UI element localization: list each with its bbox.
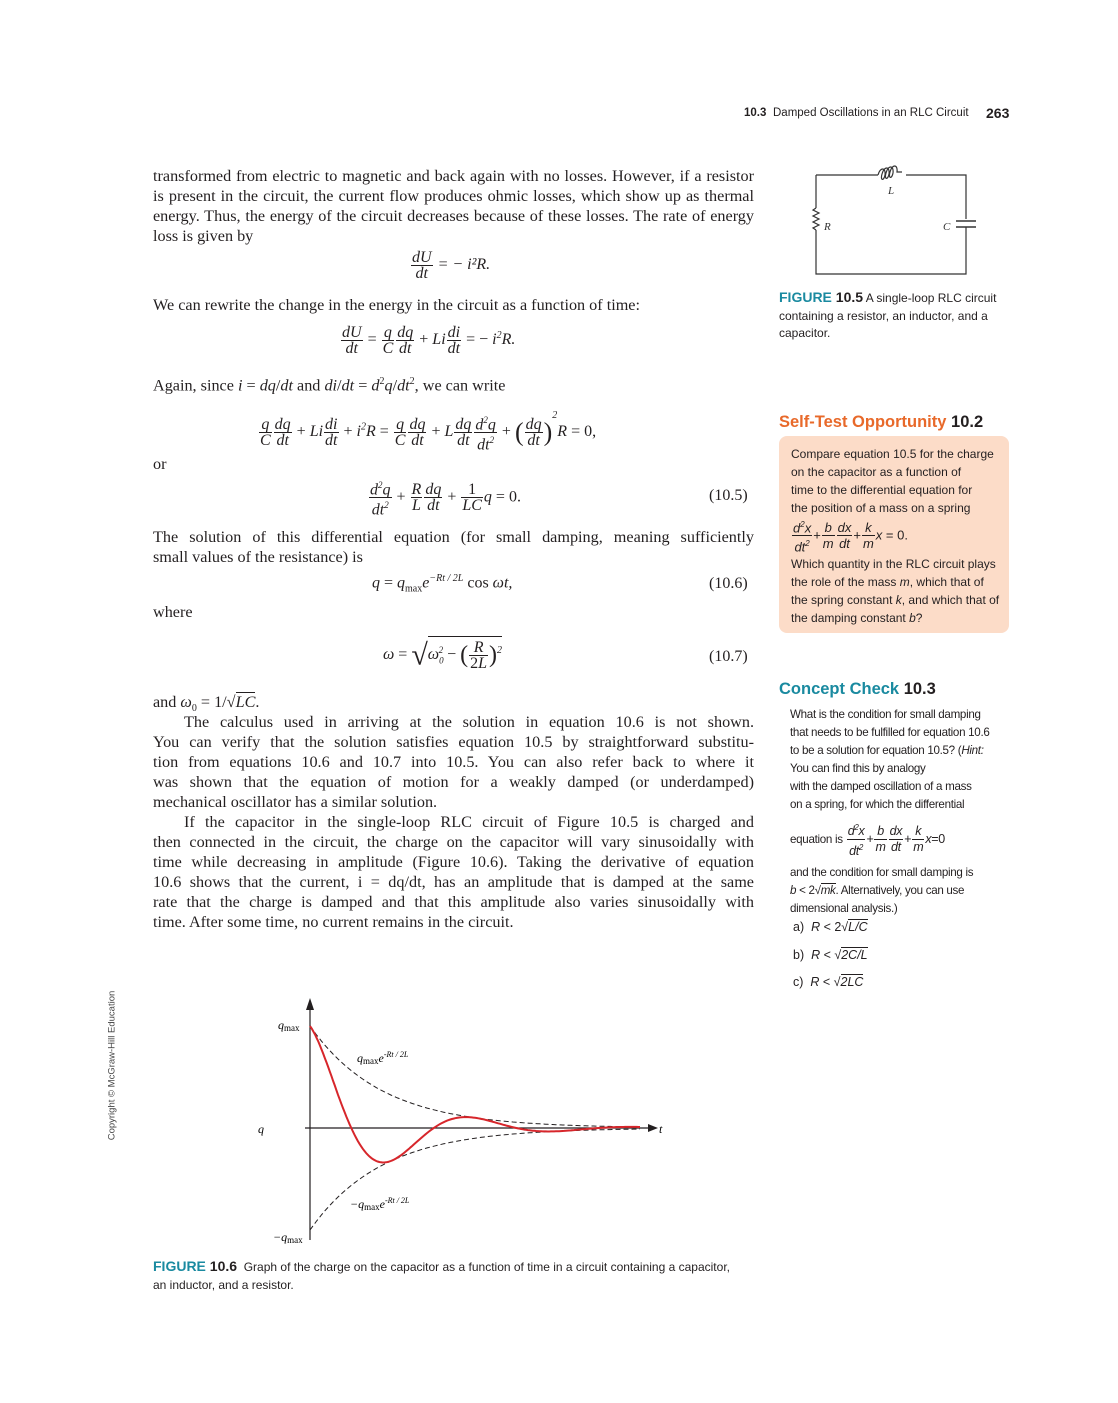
section-title: Damped Oscillations in an RLC Circuit <box>773 107 969 119</box>
text-line: The calculus used in arriving at the solution in equation 10.6 is not shown. <box>184 713 754 731</box>
text-line: with the damped oscillation of a mass <box>790 780 972 793</box>
text-line: loss is given by <box>153 227 254 245</box>
text-line: 10.6 shows that the current, i = dq/dt, has an amplitude that is damped at the same <box>153 873 754 891</box>
text-line: tion from equations 10.6 and 10.7 into 10.5. You can also refer back to where it <box>153 753 754 771</box>
text-line: transformed from electric to magnetic and back again with no losses. However, if a resistor <box>153 167 754 185</box>
caption-text: Graph of the charge on the capacitor as a function of time in a circuit containing a capacitor, <box>243 1260 730 1274</box>
equation-number-10-6: (10.6) <box>709 575 748 592</box>
resistor-label: R <box>824 221 831 233</box>
text-line: then connected in the circuit, the charge on the capacitor will vary sinusoidally with <box>153 833 754 851</box>
equation-rhs: = − i²R. <box>437 256 491 274</box>
section-number: 10.3 <box>744 107 767 119</box>
text-line: energy. Thus, the energy of the circuit decreases because of these losses. The rate of energy <box>153 207 754 225</box>
text-line: time while decreasing in amplitude (Figure 10.6). Taking the derivative of equation <box>153 853 754 871</box>
paragraph-2: We can rewrite the change in the energy in the circuit as a function of time: <box>153 296 640 314</box>
figure-10-6-caption <box>153 1258 773 1294</box>
resistor-icon <box>813 208 819 230</box>
text-line: dimensional analysis.) <box>790 902 898 915</box>
inductor-icon <box>878 166 902 179</box>
text-line: What is the condition for small damping <box>790 708 981 721</box>
page-number: 263 <box>986 105 1010 121</box>
text-line: was shown that the equation of motion for a weakly damped (or underdamped) <box>153 773 754 791</box>
damped-oscillation-chart <box>240 990 690 1250</box>
y-tick-neg-qmax: −qmax <box>273 1230 303 1245</box>
equation-energy-loss <box>410 250 490 281</box>
text-line: small values of the resistance) is <box>153 548 363 566</box>
y-axis-arrow-icon <box>306 998 314 1010</box>
equation-number-10-7: (10.7) <box>709 648 748 665</box>
text-line: that needs to be fulfilled for equation 10.6 <box>790 726 990 739</box>
equation-10-6: $q = q_{max}e^{-Rt / 2L}$ cos ωt, <box>372 573 513 595</box>
text-line: the position of a mass on a spring <box>791 501 971 515</box>
text-line: b < 2√mk. Alternatively, you can use <box>790 884 965 897</box>
option-a[interactable]: a) R < 2√L/C <box>793 920 868 934</box>
equation-10-7: $\omega = √\omega_0^2$ − ( $\frac{R}{2L}$ )$^2$ <box>383 636 502 673</box>
figure-10-5-caption <box>779 289 1014 343</box>
text-line: The solution of this differential equation (for small damping, meaning sufficiently <box>153 528 754 546</box>
fraction-numerator: dU <box>412 249 432 266</box>
text-line: time to the differential equation for <box>791 483 973 497</box>
caption-text: an inductor, and a resistor. <box>153 1277 294 1292</box>
inductor-label: L <box>888 185 895 197</box>
x-axis-label: t <box>659 1122 663 1136</box>
concept-check-text <box>790 706 1010 918</box>
equation-number-10-5: (10.5) <box>709 487 748 504</box>
text-line: to be a solution for equation 10.5? (Hint: <box>790 744 984 757</box>
self-test-text <box>791 445 1006 627</box>
text-line: and the condition for small damping is <box>790 866 974 879</box>
text-line: the spring constant k, and which that of <box>791 593 1000 607</box>
y-axis-label: q <box>258 1122 264 1136</box>
self-test-title: Self-Test Opportunity 10.2 <box>779 413 984 431</box>
caption-text: capacitor. <box>779 326 831 340</box>
capacitor-label: C <box>943 221 951 233</box>
lower-envelope-annotation: −qmaxe$^{-Rt / 2L}$ <box>350 1196 410 1212</box>
text-line: Compare equation 10.5 for the charge <box>791 447 994 461</box>
and-omega-line: and $\omega_0 = 1/√LC$. <box>153 693 260 715</box>
text-line: rate that the charge is damped and that this amplitude also varies sinusoidally with <box>153 893 754 911</box>
upper-envelope-line <box>310 1026 640 1127</box>
y-tick-qmax: qmax <box>278 1018 300 1033</box>
where-label: where <box>153 603 193 621</box>
concept-check-title: Concept Check 10.3 <box>779 680 936 698</box>
concept-check-equation: equation is $\frac{d^2x}{dt^2}$ + $\frac{b}{m}$ $\frac{dx}{dt}$ + $\frac{k}{m}$ x=0 <box>790 814 1010 864</box>
text-line: Which quantity in the RLC circuit plays <box>791 557 996 571</box>
text-line: You can verify that the solution satisfies equation 10.5 by straightforward substitu- <box>153 733 754 751</box>
text-line: You can find this by analogy <box>790 762 926 775</box>
charge-curve-line <box>310 1026 640 1163</box>
text-line: the role of the mass m, which that of <box>791 575 984 589</box>
text-line: is present in the circuit, the current flow produces ohmic losses, which show up as thermal <box>153 187 754 205</box>
rlc-circuit-diagram <box>800 160 980 280</box>
equation-expanded: $\frac{q}{C}$ $\frac{dq}{dt}$ + Li $\frac{di}{dt}$ + $i^2R$ = $\frac{q}{C}$ $\frac{dq}{dt}$ + L $\frac{dq}{dt}$ $\frac{d^2q}{dt^2}$ + ( $\frac{dq}{dt}$ )$^2$R = 0, <box>260 410 597 454</box>
caption-text: A single-loop RLC circuit <box>865 291 997 305</box>
caption-text: containing a resistor, an inductor, and a <box>779 308 988 323</box>
paragraph-3: Again, since i = dq/dt and $di/dt = d^2q/dt^2$, we can write <box>153 376 506 395</box>
option-b[interactable]: b) R < √2C/L <box>793 948 868 962</box>
text-line: time. After some time, no current remains in the circuit. <box>153 913 514 931</box>
text-line: If the capacitor in the single-loop RLC circuit of Figure 10.5 is charged and <box>184 813 754 831</box>
text-line: on a spring, for which the differential <box>790 798 965 811</box>
or-label: or <box>153 455 167 473</box>
figure-label: FIGURE 10.6 <box>153 1258 238 1274</box>
equation-energy-change: $\frac{dU}{dt}$ = $\frac{q}{C}$ $\frac{dq}{dt}$ + Li $\frac{di}{dt}$ = − $i^2R$. <box>342 324 516 357</box>
figure-label: FIGURE 10.5 <box>779 289 864 305</box>
text-line: the damping constant b? <box>791 611 923 625</box>
text-line: mechanical oscillator has a similar solution. <box>153 793 438 811</box>
copyright-notice: Copyright © McGraw-Hill Education <box>106 990 118 1141</box>
text-line: on the capacitor as a function of <box>791 465 962 479</box>
self-test-equation: $\frac{d^2x}{dt^2}$ + $\frac{b}{m}$ $\frac{dx}{dt}$ + $\frac{k}{m}$ x = 0. <box>791 517 1006 555</box>
fraction-denominator: dt <box>415 265 428 282</box>
option-c[interactable]: c) R < √2LC <box>793 975 864 989</box>
upper-envelope-annotation: qmaxe$^{-Rt / 2L}$ <box>357 1050 409 1066</box>
x-axis-arrow-icon <box>648 1124 658 1132</box>
equation-10-5: $\frac{d^2q}{dt^2}$ + $\frac{R}{L}$ $\frac{dq}{dt}$ + $\frac{1}{LC}$ q = 0. <box>370 480 521 519</box>
